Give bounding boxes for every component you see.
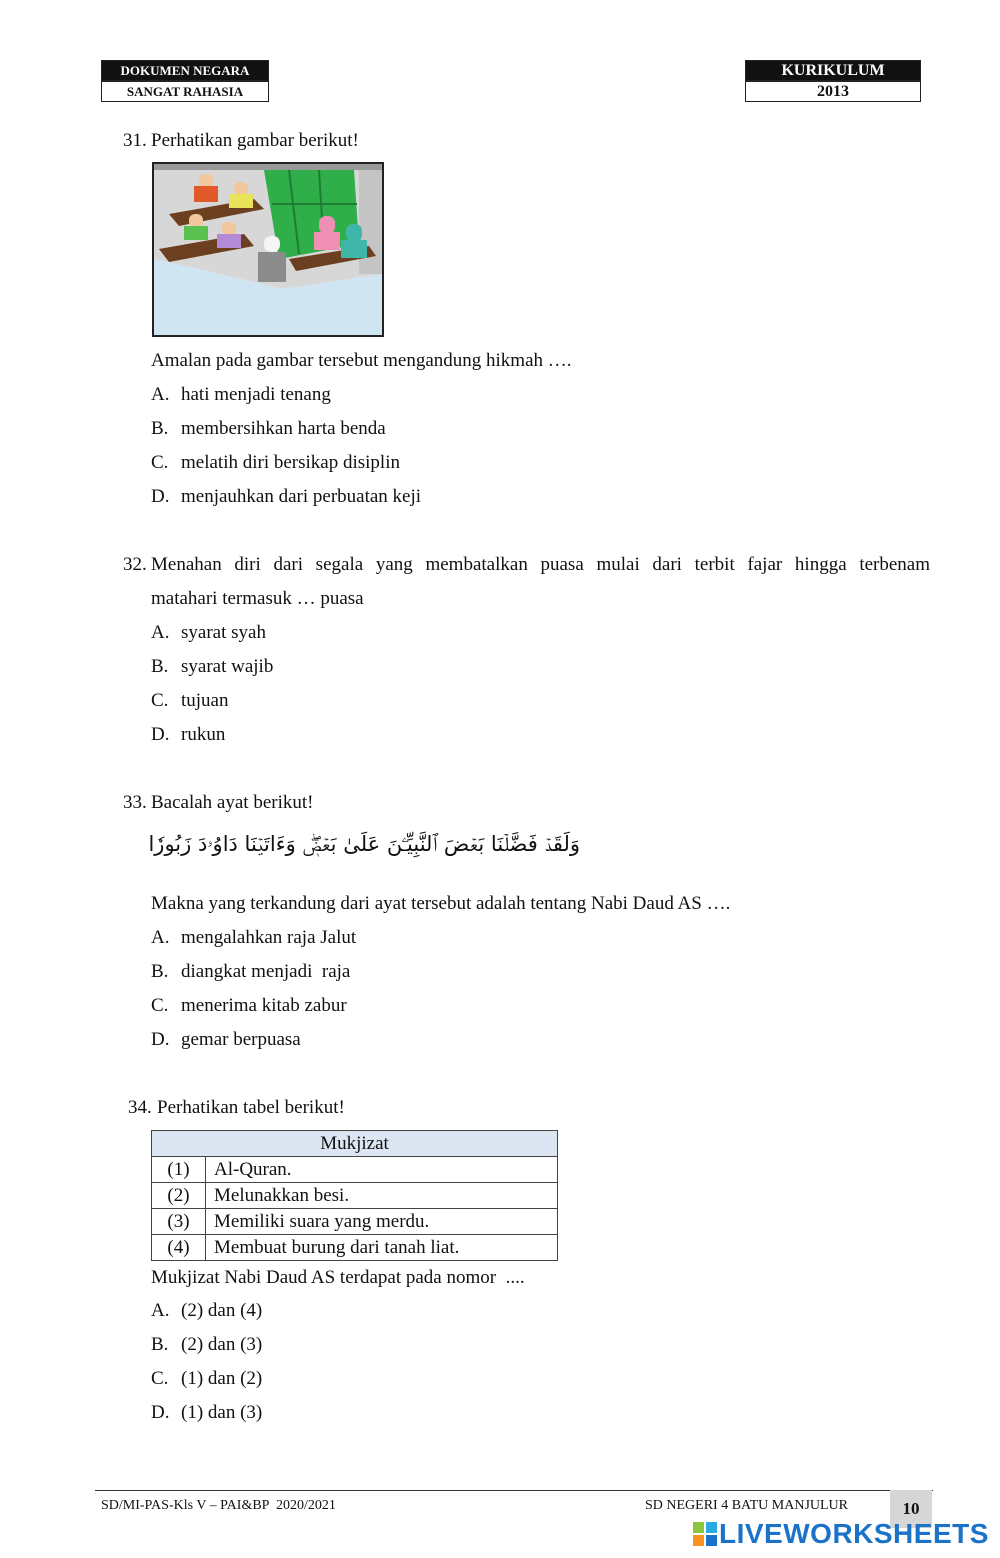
table-cell-number: (3) [152, 1209, 206, 1235]
header-left-bottom: SANGAT RAHASIA [101, 81, 269, 102]
option-text: (2) dan (4) [181, 1300, 263, 1321]
table-header-cell: Mukjizat [152, 1131, 558, 1157]
header-right-bottom: 2013 [745, 81, 921, 102]
option-text: gemar berpuasa [181, 1029, 301, 1050]
q34-option-a[interactable] [151, 1299, 262, 1323]
option-text: diangkat menjadi raja [181, 961, 351, 982]
option-letter: C. [151, 995, 169, 1016]
option-letter: B. [151, 961, 169, 982]
page-number: 10 [890, 1490, 932, 1528]
q31-prompt: Perhatikan gambar berikut! [151, 130, 359, 151]
option-text: hati menjadi tenang [181, 384, 331, 405]
table-cell-text: Membuat burung dari tanah liat. [206, 1235, 558, 1261]
q31-number: 31. [123, 130, 147, 151]
q32-option-a[interactable] [151, 621, 266, 645]
q34-option-c[interactable] [151, 1367, 262, 1391]
liveworksheets-icon [693, 1522, 717, 1546]
option-text: syarat wajib [181, 656, 274, 677]
q31-illustration [152, 162, 384, 337]
option-letter: D. [151, 486, 170, 507]
liveworksheets-logo[interactable] [693, 1517, 989, 1551]
table-cell-number: (1) [152, 1157, 206, 1183]
q33-prompt: Bacalah ayat berikut! [151, 792, 314, 813]
option-letter: B. [151, 418, 169, 439]
option-text: (2) dan (3) [181, 1334, 263, 1355]
q31-stem: Amalan pada gambar tersebut mengandung hikmah …. [151, 350, 572, 371]
q33-option-a[interactable] [151, 926, 356, 950]
option-text: melatih diri bersikap disiplin [181, 452, 400, 473]
q31-option-b[interactable] [151, 417, 386, 441]
option-letter: C. [151, 452, 169, 473]
option-letter: A. [151, 927, 170, 948]
footer-divider [95, 1490, 933, 1491]
footer-left-text: SD/MI-PAS-Kls V – PAI&BP 2020/2021 [101, 1498, 336, 1513]
table-cell-number: (4) [152, 1235, 206, 1261]
q33-number: 33. [123, 792, 147, 813]
table-cell-text: Melunakkan besi. [206, 1183, 558, 1209]
q32-number: 32. [123, 554, 147, 575]
q33-option-c[interactable] [151, 994, 347, 1018]
header-right-top: KURIKULUM [745, 60, 921, 81]
table-row [152, 1235, 558, 1261]
option-text: (1) dan (2) [181, 1368, 263, 1389]
option-letter: A. [151, 622, 170, 643]
option-text: (1) dan (3) [181, 1402, 263, 1423]
option-text: mengalahkan raja Jalut [181, 927, 357, 948]
q33-arabic-verse: وَلَقَدۡ فَضَّلۡنَا بَعۡضَ ٱلنَّبِيِّـۧنَ عَلَىٰ بَعۡضٖۖ وَءَاتَيۡنَا دَاوُۥدَ زَبُورٗا [148, 832, 580, 856]
option-letter: A. [151, 1300, 170, 1321]
header-left-top: DOKUMEN NEGARA [101, 60, 269, 81]
option-letter: A. [151, 384, 170, 405]
q31-option-d[interactable] [151, 485, 421, 509]
option-letter: D. [151, 1029, 170, 1050]
option-letter: D. [151, 1402, 170, 1423]
table-header-row [152, 1131, 558, 1157]
option-text: rukun [181, 724, 226, 745]
option-letter: B. [151, 1334, 169, 1355]
option-letter: C. [151, 690, 169, 711]
table-row [152, 1183, 558, 1209]
table-row [152, 1157, 558, 1183]
table-row [152, 1209, 558, 1235]
option-letter: D. [151, 724, 170, 745]
footer-right-text: SD NEGERI 4 BATU MANJULUR [645, 1498, 849, 1513]
q34-option-b[interactable] [151, 1333, 262, 1357]
q31-option-c[interactable] [151, 451, 400, 475]
q33-stem: Makna yang terkandung dari ayat tersebut adalah tentang Nabi Daud AS …. [151, 893, 731, 914]
option-text: syarat syah [181, 622, 266, 643]
table-cell-text: Al-Quran. [206, 1157, 558, 1183]
table-cell-text: Memiliki suara yang merdu. [206, 1209, 558, 1235]
q34-option-d[interactable] [151, 1401, 262, 1425]
option-letter: B. [151, 656, 169, 677]
option-text: tujuan [181, 690, 229, 711]
q32-option-d[interactable] [151, 723, 225, 747]
q33-option-b[interactable] [151, 960, 350, 984]
q31-option-a[interactable] [151, 383, 331, 407]
q32-option-b[interactable] [151, 655, 273, 679]
option-text: membersihkan harta benda [181, 418, 386, 439]
mukjizat-table [151, 1130, 558, 1261]
q34-stem: Mukjizat Nabi Daud AS terdapat pada nomor .... [151, 1267, 525, 1288]
q32-option-c[interactable] [151, 689, 229, 713]
option-letter: C. [151, 1368, 169, 1389]
option-text: menjauhkan dari perbuatan keji [181, 486, 422, 507]
q34-number: 34. [128, 1097, 152, 1118]
option-text: menerima kitab zabur [181, 995, 347, 1016]
q34-prompt: Perhatikan tabel berikut! [157, 1097, 345, 1118]
liveworksheets-brand: LIVEWORKSHEETS [719, 1518, 989, 1549]
q33-option-d[interactable] [151, 1028, 301, 1052]
table-cell-number: (2) [152, 1183, 206, 1209]
q32-line1: Menahan diri dari segala yang membatalkan puasa mulai dari terbit fajar hingga terbenam [151, 554, 930, 575]
q32-line2: matahari termasuk … puasa [151, 588, 364, 609]
mosque-study-illustration [154, 164, 382, 335]
